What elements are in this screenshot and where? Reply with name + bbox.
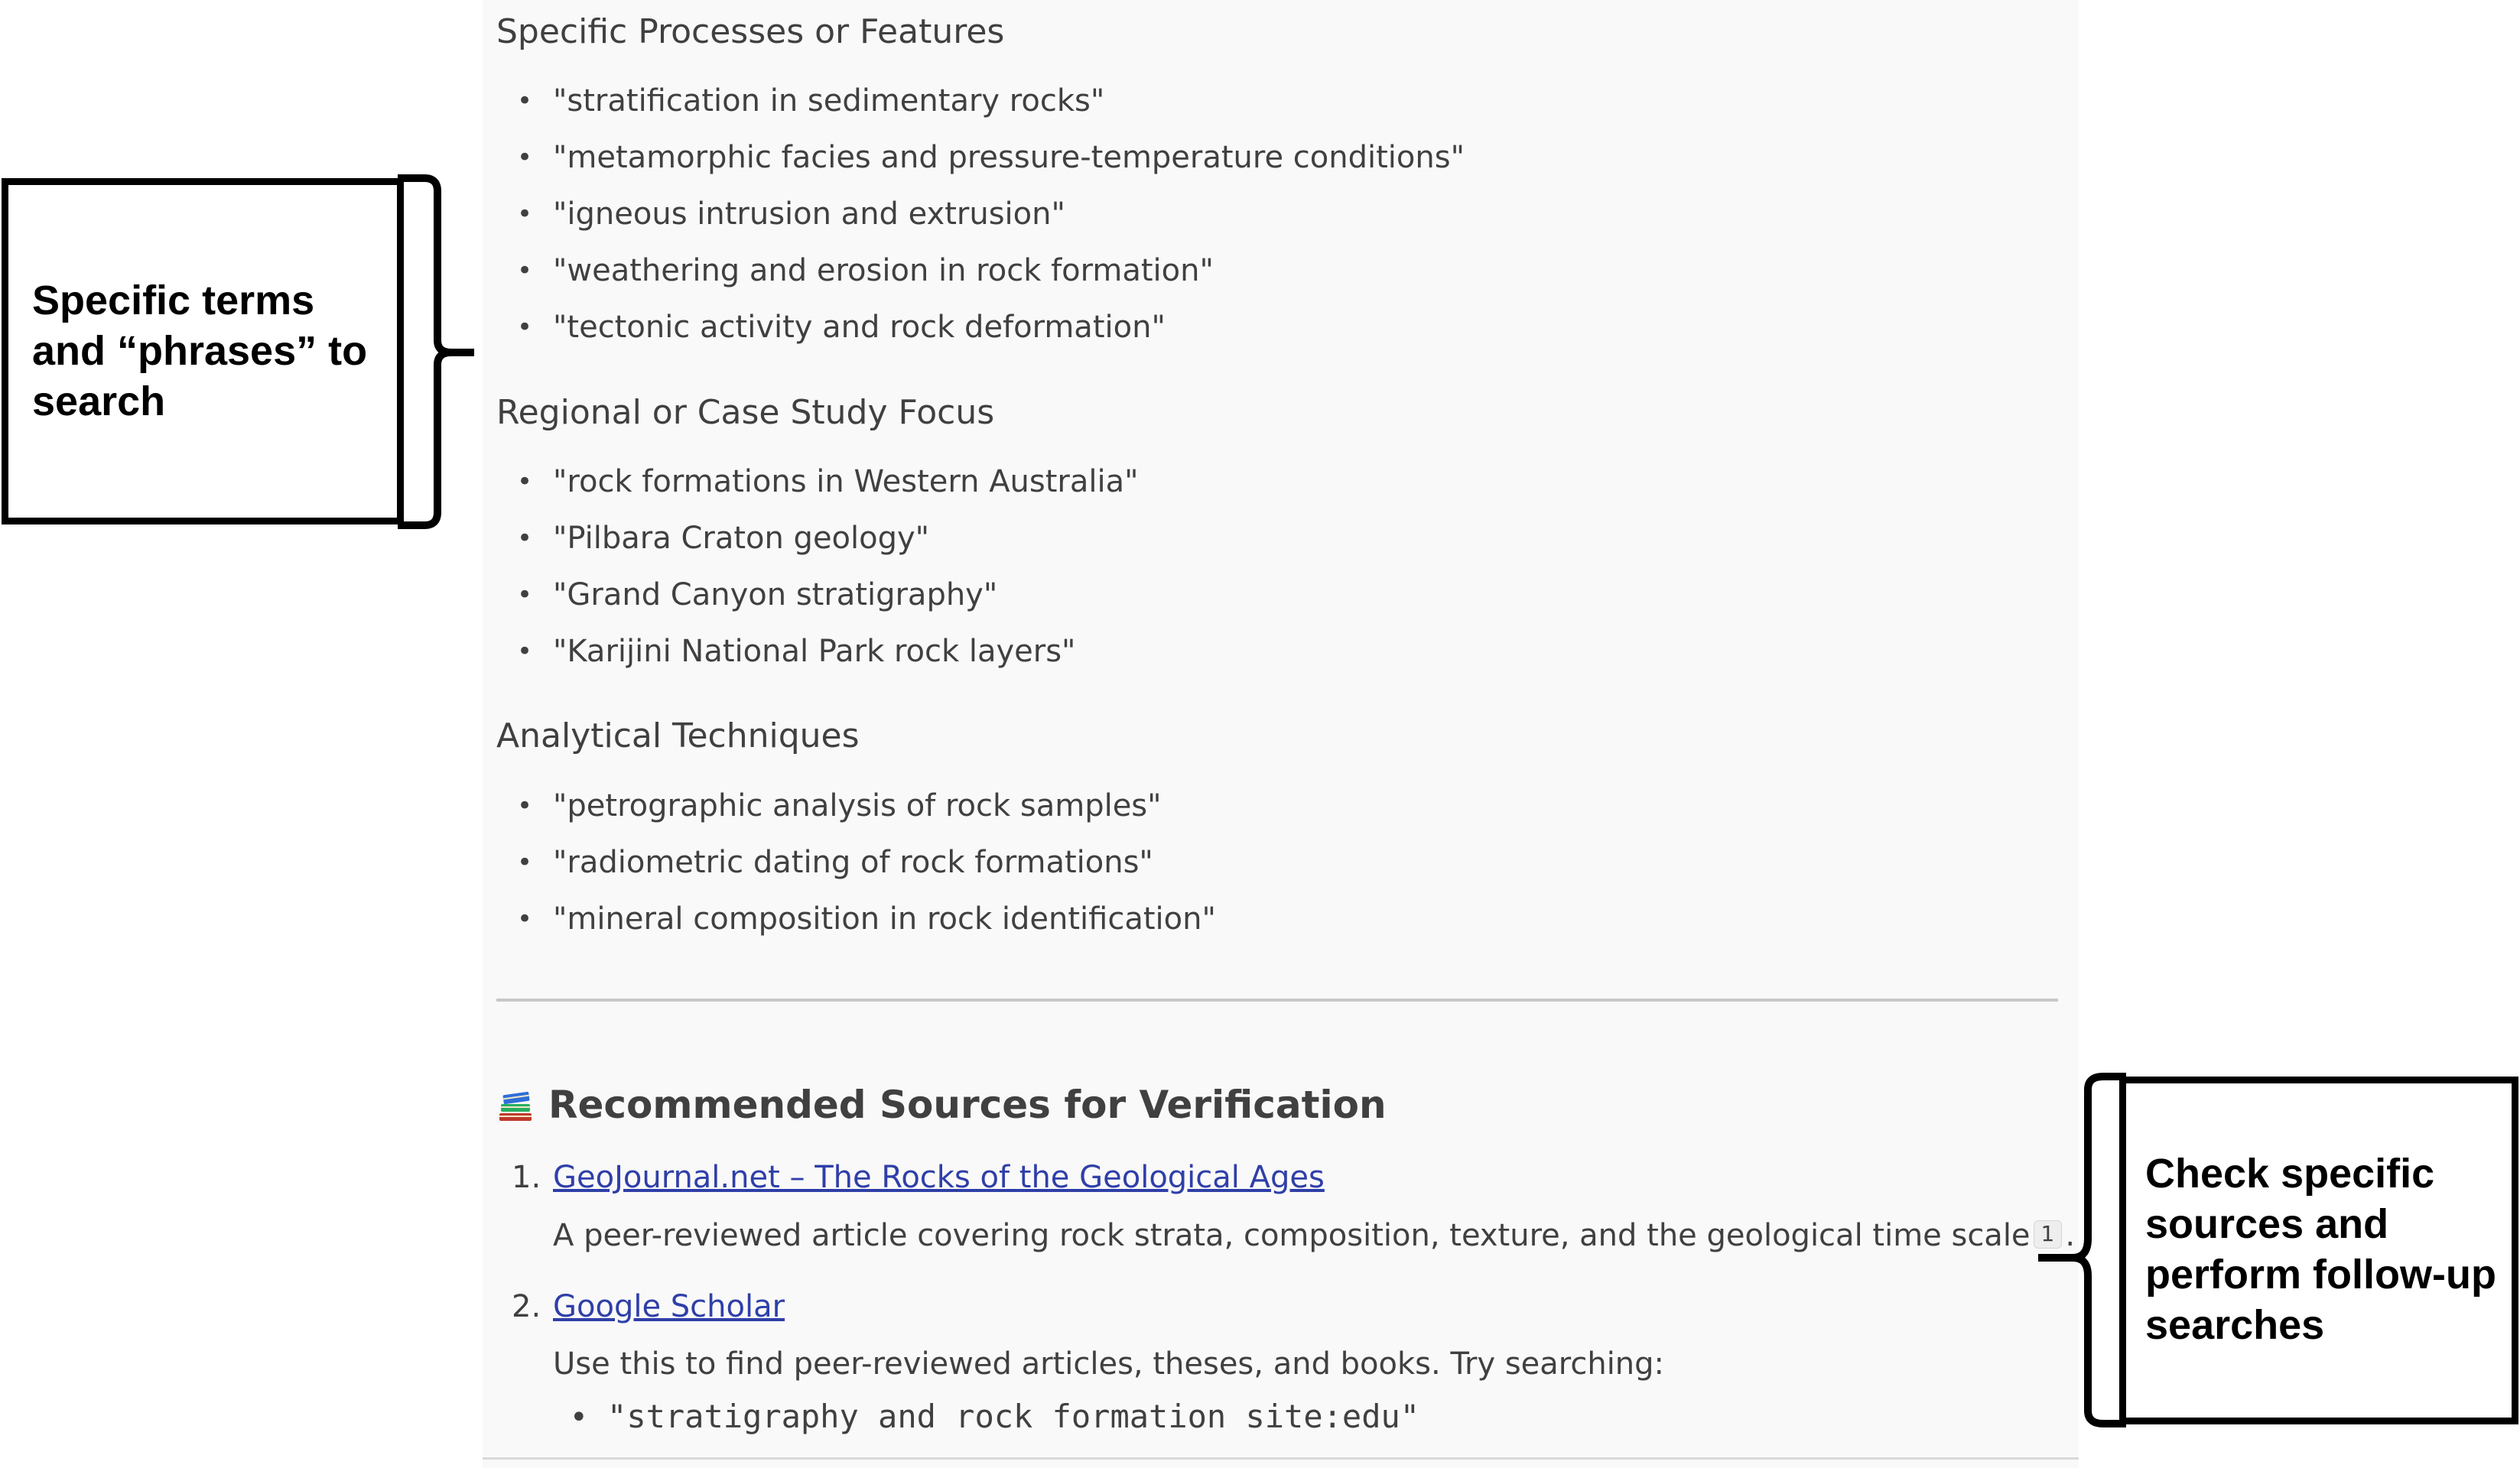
section-heading-processes: Specific Processes or Features [496,12,1005,51]
bullet-icon: • [516,904,533,934]
google-scholar-link[interactable]: Google Scholar [553,1289,785,1324]
bullet-icon: • [516,847,533,878]
list-item: • "rock formations in Western Australia" [496,453,1139,510]
bullet-icon: • [570,1400,608,1435]
list-item: • "tectonic activity and rock deformation" [496,299,1465,356]
list-item: • "Karijini National Park rock layers" [496,623,1139,680]
list-item: • "metamorphic facies and pressure-temperature conditions" [496,129,1465,186]
analytical-list [496,778,1216,947]
bullet-icon: • [516,791,533,821]
list-item: • "Grand Canyon stratigraphy" [496,567,1139,623]
bullet-icon: • [516,255,533,286]
list-item: • "stratification in sedimentary rocks" [496,73,1465,129]
geojournal-link[interactable]: GeoJournal.net – The Rocks of the Geological Ages [553,1160,1325,1195]
citation-badge[interactable]: 1 [2034,1220,2063,1249]
list-item: • "mineral composition in rock identification" [496,891,1216,947]
bullet-icon: • [516,142,533,173]
callout-right-brace [2031,1070,2130,1430]
source-description: A peer-reviewed article covering rock strata, composition, texture, and the geological time scale 1 . [553,1218,2076,1253]
callout-left-text: Specific terms and “phrases” to search [32,278,368,424]
callout-right-text: Check specific sources and perform follow-up searches [2145,1151,2496,1348]
sources-heading: Recommended Sources for Verification [496,1086,1387,1124]
bullet-icon: • [516,580,533,610]
source-description: Use this to find peer-reviewed articles, theses, and books. Try searching: [553,1346,1665,1382]
bullet-icon: • [516,312,533,343]
processes-list [496,73,1465,356]
section-divider [496,999,2058,1002]
list-item: • "igneous intrusion and extrusion" [496,186,1465,242]
bullet-icon: • [516,636,533,667]
list-item: • "Pilbara Craton geology" [496,510,1139,567]
list-item: • "weathering and erosion in rock formation" [496,242,1465,299]
section-heading-regional: Regional or Case Study Focus [496,393,995,432]
callout-left-brace [390,172,482,531]
regional-list [496,453,1139,680]
section-heading-analytical: Analytical Techniques [496,716,860,755]
search-query-bullet: • "stratigraphy and rock formation site:edu" [570,1398,1420,1435]
bottom-divider [483,1457,2079,1460]
bullet-icon: • [516,523,533,554]
bullet-icon: • [516,466,533,497]
bullet-icon: • [516,86,533,116]
list-item: • "petrographic analysis of rock samples" [496,778,1216,834]
books-icon [496,1086,535,1124]
list-item: • "radiometric dating of rock formations" [496,834,1216,891]
bullet-icon: • [516,199,533,229]
